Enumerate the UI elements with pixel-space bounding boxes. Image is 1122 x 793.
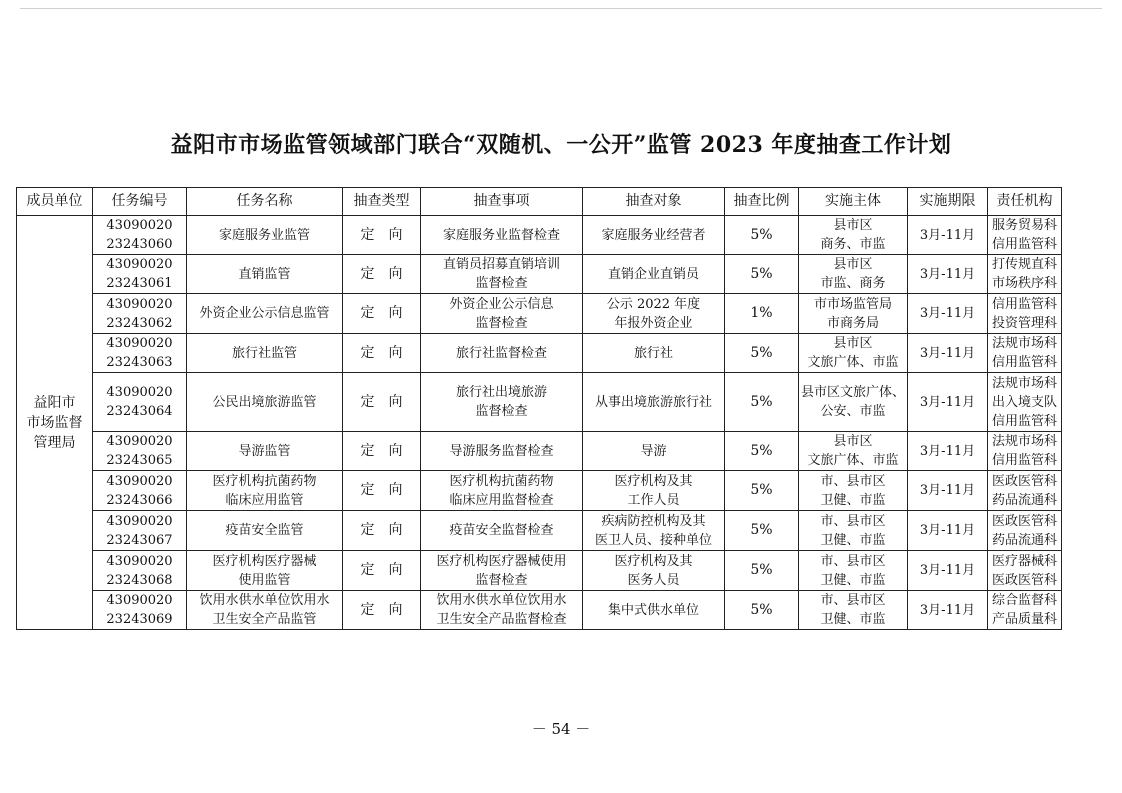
cell-line: 43090020 — [106, 336, 173, 351]
cell-line: 医疗机构医疗器械使用 — [436, 553, 567, 569]
responsible-org-cell — [988, 511, 1062, 551]
cell-line: 监督检查 — [475, 572, 528, 588]
cell-line: 旅行社监督检查 — [455, 345, 547, 361]
task-name-cell — [187, 255, 343, 294]
check-item-cell — [421, 432, 583, 471]
top-rule — [20, 8, 1102, 9]
cell-line: 县市区 — [833, 434, 873, 449]
check-target-cell — [583, 551, 725, 591]
cell-line: 监督检查 — [475, 404, 528, 419]
table-row — [17, 294, 1062, 334]
cell-line: 导游 — [640, 443, 667, 459]
cell-line: 法规市场科 — [992, 336, 1058, 351]
subject-cell — [799, 294, 908, 334]
responsible-org-cell — [988, 216, 1062, 255]
header-period: 实施期限 — [908, 188, 988, 216]
cell-line: 医疗机构及其 — [614, 473, 693, 489]
cell-line: 23243062 — [106, 315, 173, 331]
subject-cell — [799, 471, 908, 511]
cell-line: 旅行社出境旅游 — [455, 385, 547, 400]
table-row — [17, 216, 1062, 255]
check-ratio-cell: 5% — [725, 591, 799, 630]
cell-line: 卫健、市监 — [820, 492, 886, 508]
cell-line: 23243060 — [106, 237, 173, 252]
cell-line: 外资企业公示信息监管 — [199, 306, 330, 321]
task-code-cell — [93, 334, 187, 373]
subject-cell — [799, 373, 908, 432]
task-code-cell — [93, 591, 187, 630]
cell-line: 导游监管 — [238, 443, 291, 459]
task-code-cell — [93, 373, 187, 432]
check-item-cell — [421, 471, 583, 511]
header-check-item: 抽查事项 — [421, 188, 583, 216]
task-name-cell — [187, 432, 343, 471]
cell-line: 疫苗安全监督检查 — [449, 523, 554, 538]
cell-line: 产品质量科 — [992, 612, 1058, 627]
header-task-name: 任务名称 — [187, 188, 343, 216]
period-cell: 3月-11月 — [908, 432, 988, 471]
task-name-cell — [187, 334, 343, 373]
responsible-org-cell — [988, 471, 1062, 511]
cell-line: 直销员招募直销培训 — [442, 257, 560, 272]
cell-line: 43090020 — [106, 513, 173, 529]
subject-cell — [799, 334, 908, 373]
cell-line: 综合监督科 — [992, 593, 1058, 608]
cell-line: 医疗机构医疗器械 — [212, 553, 317, 569]
cell-line: 医务人员 — [627, 572, 680, 588]
cell-line: 旅行社 — [633, 345, 673, 361]
check-type-cell: 定 向 — [343, 511, 421, 551]
cell-line: 公示 2022 年度 — [606, 296, 701, 312]
cell-line: 益阳市 — [33, 394, 76, 411]
cell-line: 医政医管科 — [992, 473, 1058, 489]
cell-line: 43090020 — [106, 257, 173, 272]
inspection-plan-table — [16, 187, 1062, 630]
check-item-cell — [421, 294, 583, 334]
responsible-org-cell — [988, 432, 1062, 471]
cell-line: 信用监管科 — [992, 453, 1058, 468]
cell-line: 信用监管科 — [992, 237, 1058, 252]
subject-cell — [799, 551, 908, 591]
cell-line: 43090020 — [106, 473, 173, 489]
cell-line: 23243068 — [106, 572, 173, 588]
cell-line: 出入境支队 — [992, 394, 1058, 410]
check-target-cell — [583, 511, 725, 551]
table-row — [17, 373, 1062, 432]
check-item-cell — [421, 255, 583, 294]
cell-line: 医卫人员、接种单位 — [594, 532, 712, 548]
table-header-row — [17, 188, 1062, 216]
check-target-cell — [583, 294, 725, 334]
cell-line: 监督检查 — [475, 276, 528, 291]
cell-line: 23243067 — [106, 532, 173, 548]
header-check-type: 抽查类型 — [343, 188, 421, 216]
cell-line: 公民出境旅游监管 — [212, 394, 317, 410]
task-name-cell — [187, 471, 343, 511]
cell-line: 43090020 — [106, 385, 173, 400]
period-cell: 3月-11月 — [908, 255, 988, 294]
cell-line: 投资管理科 — [992, 315, 1058, 331]
check-type-cell: 定 向 — [343, 373, 421, 432]
cell-line: 旅行社监管 — [231, 345, 297, 361]
check-target-cell — [583, 255, 725, 294]
cell-line: 23243066 — [106, 492, 173, 508]
cell-line: 直销企业直销员 — [607, 266, 699, 282]
check-item-cell — [421, 591, 583, 630]
page-title: 益阳市市场监管领域部门联合“双随机、一公开”监管 2023 年度抽查工作计划 — [170, 132, 952, 158]
check-ratio-cell: 5% — [725, 432, 799, 471]
cell-line: 卫健、市监 — [820, 572, 886, 588]
task-code-cell — [93, 294, 187, 334]
check-ratio-cell: 5% — [725, 334, 799, 373]
cell-line: 疾病防控机构及其 — [601, 513, 706, 529]
cell-line: 医政医管科 — [992, 513, 1058, 529]
task-code-cell — [93, 432, 187, 471]
header-check-ratio: 抽查比例 — [725, 188, 799, 216]
cell-line: 法规市场科 — [992, 434, 1058, 449]
cell-line: 卫健、市监 — [820, 532, 886, 548]
cell-line: 信用监管科 — [992, 296, 1058, 312]
table-row — [17, 551, 1062, 591]
check-item-cell — [421, 551, 583, 591]
cell-line: 市监、商务 — [820, 276, 886, 291]
period-cell: 3月-11月 — [908, 373, 988, 432]
cell-line: 医疗器械科 — [992, 553, 1058, 569]
cell-line: 43090020 — [106, 553, 173, 569]
cell-line: 医疗机构及其 — [614, 553, 693, 569]
cell-line: 县市区 — [833, 336, 873, 351]
page-number: － 54 － — [531, 720, 591, 738]
subject-cell — [799, 511, 908, 551]
check-type-cell: 定 向 — [343, 255, 421, 294]
cell-line: 直销监管 — [238, 266, 291, 282]
cell-line: 管理局 — [33, 434, 76, 451]
task-name-cell — [187, 373, 343, 432]
responsible-org-cell — [988, 591, 1062, 630]
check-ratio-cell: 5% — [725, 551, 799, 591]
check-type-cell: 定 向 — [343, 294, 421, 334]
table-row — [17, 511, 1062, 551]
check-ratio-cell: 5% — [725, 511, 799, 551]
check-ratio-cell: 5% — [725, 216, 799, 255]
cell-line: 43090020 — [106, 593, 173, 608]
table-row — [17, 255, 1062, 294]
cell-line: 市场监督 — [26, 414, 83, 431]
cell-line: 医政医管科 — [992, 572, 1058, 588]
cell-line: 饮用水供水单位饮用水 — [436, 593, 567, 608]
cell-line: 县市区 — [833, 257, 873, 272]
cell-line: 集中式供水单位 — [607, 602, 699, 618]
task-code-cell — [93, 511, 187, 551]
cell-line: 23243069 — [106, 612, 173, 627]
responsible-org-cell — [988, 255, 1062, 294]
cell-line: 外资企业公示信息 — [449, 296, 554, 312]
cell-line: 法规市场科 — [992, 375, 1058, 391]
task-code-cell — [93, 255, 187, 294]
cell-line: 23243065 — [106, 453, 173, 468]
check-target-cell — [583, 432, 725, 471]
period-cell: 3月-11月 — [908, 334, 988, 373]
header-task-code: 任务编号 — [93, 188, 187, 216]
cell-line: 市、县市区 — [820, 593, 886, 608]
cell-line: 使用监管 — [238, 572, 291, 588]
header-check-target: 抽查对象 — [583, 188, 725, 216]
cell-line: 药品流通科 — [992, 532, 1058, 548]
cell-line: 从事出境旅游旅行社 — [594, 394, 712, 410]
task-name-cell — [187, 216, 343, 255]
cell-line: 43090020 — [106, 434, 173, 449]
responsible-org-cell — [988, 551, 1062, 591]
cell-line: 信用监管科 — [992, 355, 1058, 370]
cell-line: 临床应用监管 — [225, 492, 304, 508]
cell-line: 卫生安全产品监管 — [212, 612, 317, 627]
cell-line: 卫健、市监 — [820, 612, 886, 627]
cell-line: 文旅广体、市监 — [807, 453, 899, 468]
cell-line: 23243061 — [106, 276, 173, 291]
cell-line: 医疗机构抗菌药物 — [449, 473, 554, 489]
table-row — [17, 432, 1062, 471]
check-type-cell: 定 向 — [343, 334, 421, 373]
subject-cell — [799, 432, 908, 471]
responsible-org-cell — [988, 334, 1062, 373]
period-cell: 3月-11月 — [908, 471, 988, 511]
cell-line: 疫苗安全监管 — [225, 523, 304, 538]
responsible-org-cell — [988, 373, 1062, 432]
cell-line: 市、县市区 — [820, 553, 886, 569]
period-cell: 3月-11月 — [908, 551, 988, 591]
check-item-cell — [421, 216, 583, 255]
cell-line: 市市场监管局 — [814, 296, 893, 312]
cell-line: 公安、市监 — [820, 404, 886, 419]
check-target-cell — [583, 334, 725, 373]
cell-line: 市、县市区 — [820, 473, 886, 489]
cell-line: 家庭服务业监管 — [218, 227, 310, 243]
check-item-cell — [421, 373, 583, 432]
header-member-unit: 成员单位 — [17, 188, 93, 216]
cell-line: 市商务局 — [827, 315, 880, 331]
cell-line: 家庭服务业监督检查 — [442, 227, 560, 243]
check-item-cell — [421, 334, 583, 373]
subject-cell — [799, 591, 908, 630]
cell-line: 打传规直科 — [992, 257, 1058, 272]
cell-line: 23243063 — [106, 355, 173, 370]
cell-line: 家庭服务业经营者 — [601, 227, 706, 243]
check-target-cell — [583, 471, 725, 511]
table-row — [17, 591, 1062, 630]
cell-line: 临床应用监督检查 — [449, 492, 554, 508]
cell-line: 导游服务监督检查 — [449, 443, 554, 459]
check-target-cell — [583, 373, 725, 432]
check-type-cell: 定 向 — [343, 432, 421, 471]
task-code-cell — [93, 471, 187, 511]
check-ratio-cell: 1% — [725, 294, 799, 334]
cell-line: 县市区文旅广体、 — [801, 385, 906, 400]
check-item-cell — [421, 511, 583, 551]
period-cell: 3月-11月 — [908, 294, 988, 334]
task-name-cell — [187, 294, 343, 334]
period-cell: 3月-11月 — [908, 591, 988, 630]
header-responsible-org: 责任机构 — [988, 188, 1062, 216]
cell-line: 饮用水供水单位饮用水 — [199, 593, 330, 608]
cell-line: 文旅广体、市监 — [807, 355, 899, 370]
cell-line: 监督检查 — [475, 315, 528, 331]
period-cell: 3月-11月 — [908, 511, 988, 551]
check-target-cell — [583, 591, 725, 630]
cell-line: 信用监管科 — [992, 413, 1058, 429]
cell-line: 43090020 — [106, 296, 173, 312]
cell-line: 医疗机构抗菌药物 — [212, 473, 317, 489]
responsible-org-cell — [988, 294, 1062, 334]
member-unit-cell — [17, 216, 93, 630]
table-row — [17, 334, 1062, 373]
check-type-cell: 定 向 — [343, 551, 421, 591]
cell-line: 43090020 — [106, 218, 173, 233]
cell-line: 卫生安全产品监督检查 — [436, 612, 567, 627]
cell-line: 年报外资企业 — [614, 315, 693, 331]
cell-line: 23243064 — [106, 404, 173, 419]
task-name-cell — [187, 591, 343, 630]
table-row — [17, 471, 1062, 511]
cell-line: 县市区 — [833, 218, 873, 233]
check-ratio-cell: 5% — [725, 471, 799, 511]
subject-cell — [799, 255, 908, 294]
task-code-cell — [93, 216, 187, 255]
cell-line: 商务、市监 — [820, 237, 886, 252]
header-subject: 实施主体 — [799, 188, 908, 216]
task-code-cell — [93, 551, 187, 591]
subject-cell — [799, 216, 908, 255]
task-name-cell — [187, 551, 343, 591]
cell-line: 药品流通科 — [992, 492, 1058, 508]
check-ratio-cell: 5% — [725, 255, 799, 294]
check-ratio-cell: 5% — [725, 373, 799, 432]
check-type-cell: 定 向 — [343, 471, 421, 511]
check-target-cell — [583, 216, 725, 255]
cell-line: 市、县市区 — [820, 513, 886, 529]
check-type-cell: 定 向 — [343, 591, 421, 630]
cell-line: 工作人员 — [627, 492, 680, 508]
task-name-cell — [187, 511, 343, 551]
check-type-cell: 定 向 — [343, 216, 421, 255]
cell-line: 市场秩序科 — [992, 276, 1058, 291]
cell-line: 服务贸易科 — [992, 218, 1058, 233]
period-cell: 3月-11月 — [908, 216, 988, 255]
